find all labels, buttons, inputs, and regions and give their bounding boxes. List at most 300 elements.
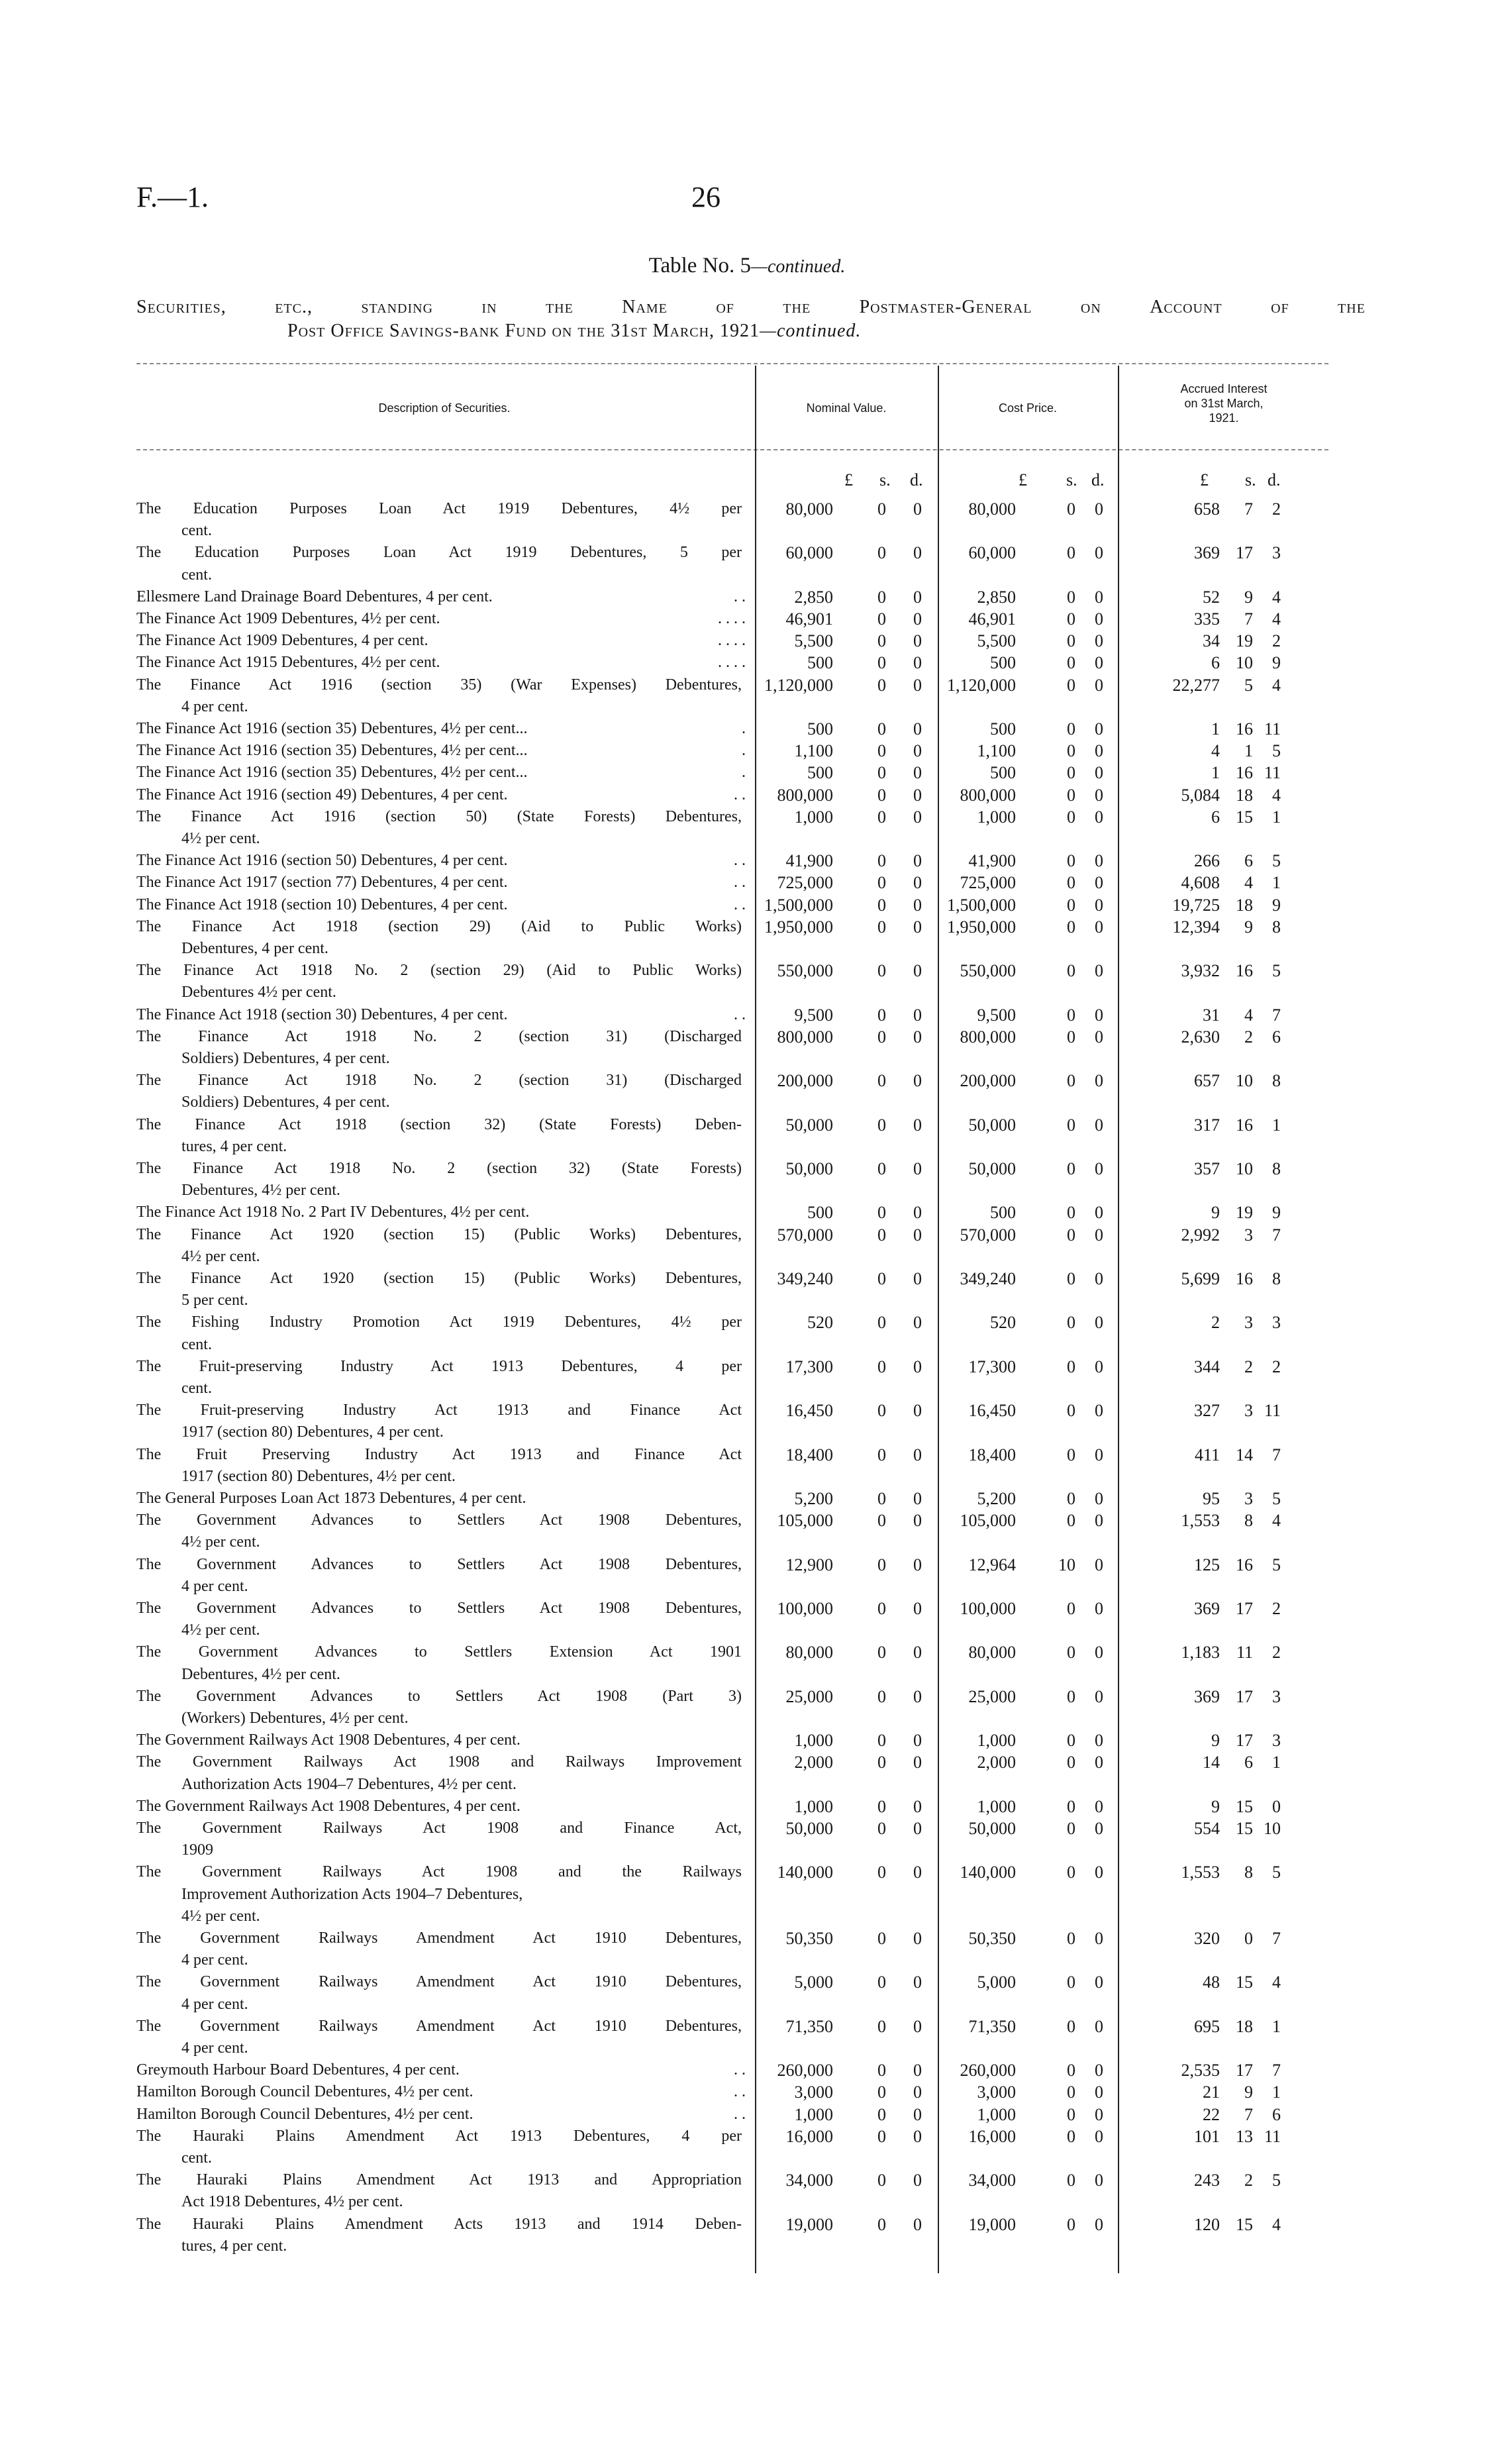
interest-shillings: 16: [1236, 763, 1253, 783]
interest-shillings: 17: [1236, 2061, 1253, 2080]
interest-shillings: 15: [1236, 1819, 1253, 1838]
cost-pounds: 2,000: [977, 1753, 1016, 1772]
description-continuation: 4 per cent.: [181, 1995, 248, 2013]
interest-shillings: 3: [1244, 1489, 1253, 1508]
description-text: The Fruit Preserving Industry Act 1913 and Finance Act: [136, 1445, 742, 1463]
cost-pounds: 50,000: [968, 1115, 1016, 1135]
cost-pounds: 570,000: [960, 1225, 1016, 1245]
cost-shillings: 0: [1067, 1973, 1075, 1992]
description-text: The Finance Act 1918 No. 2 Part IV Debentures, 4½ per cent.: [136, 1204, 530, 1221]
nominal-pounds: 800,000: [777, 1027, 833, 1047]
cost-pounds: 1,000: [977, 807, 1016, 827]
description-text: The Government Railways Amendment Act 1910 Debentures,: [136, 1929, 742, 1947]
nominal-pence: 0: [913, 1313, 922, 1333]
description-line: [136, 1158, 746, 1180]
nominal-shillings: 0: [877, 2061, 886, 2080]
nominal-pound-unit: £: [844, 470, 853, 489]
security-description: [136, 1311, 746, 1355]
nominal-shillings: 0: [877, 1269, 886, 1288]
interest-pounds: 125: [1194, 1555, 1220, 1574]
cost-shillings: 0: [1067, 1796, 1075, 1816]
cost-pounds: 800,000: [960, 1027, 1016, 1047]
description-text: The Finance Act 1918 (section 10) Debentures, 4 per cent.: [136, 896, 508, 913]
interest-shillings: 2: [1244, 2171, 1253, 2190]
interest-pence: 7: [1272, 2061, 1281, 2080]
nominal-shillings: 0: [877, 1445, 886, 1464]
interest-shillings: 18: [1236, 785, 1253, 805]
cost-pence: 0: [1095, 1401, 1103, 1421]
nominal-pounds: 5,200: [794, 1489, 833, 1508]
security-description: [136, 916, 746, 960]
interest-pence: 3: [1272, 543, 1281, 563]
description-line: [136, 1268, 746, 1290]
security-description: [136, 1202, 746, 1223]
interest-shillings: 17: [1236, 543, 1253, 563]
interest-pence: 2: [1272, 631, 1281, 651]
interest-pounds: 658: [1194, 499, 1220, 519]
nominal-shillings: 0: [877, 1796, 886, 1816]
nominal-pence: 0: [913, 719, 922, 739]
subtitle-line-2-text: Post Office Savings-bank Fund on the 31st March, 1921: [287, 321, 760, 341]
column-header-interest-line-2: on 31st March,: [1184, 397, 1264, 410]
description-continuation: Soldiers) Debentures, 4 per cent.: [181, 1094, 390, 1111]
cost-pence: 0: [1095, 631, 1103, 651]
description-text: The Finance Act 1916 (section 35) Debentures, 4½ per cent...: [136, 720, 528, 737]
interest-shillings: 19: [1236, 1203, 1253, 1223]
interest-shillings: 9: [1244, 917, 1253, 937]
cost-shillings: 0: [1067, 1005, 1075, 1025]
description-line: [136, 762, 746, 784]
nominal-shillings: 0: [877, 1731, 886, 1751]
nominal-pence: 0: [913, 1269, 922, 1288]
security-description: [136, 1268, 746, 1311]
interest-pence: 1: [1272, 1115, 1281, 1135]
interest-pounds: 4,608: [1181, 873, 1220, 893]
security-description: [136, 1356, 746, 1400]
cost-shillings: 0: [1067, 2061, 1075, 2080]
nominal-pounds: 3,000: [794, 2082, 833, 2102]
cost-pounds: 12,964: [968, 1555, 1016, 1574]
cost-pence: 0: [1095, 1929, 1103, 1948]
cost-pence: 0: [1095, 675, 1103, 695]
nominal-shillings: 0: [877, 2214, 886, 2234]
cost-shillings: 0: [1067, 1401, 1075, 1421]
subtitle-word: the: [545, 297, 573, 317]
leader-dots: .: [742, 764, 746, 782]
description-continuation: Authorization Acts 1904–7 Debentures, 4½ per cent.: [181, 1775, 517, 1793]
security-description: [136, 542, 746, 586]
security-description: [136, 586, 746, 608]
interest-pence: 4: [1272, 1973, 1281, 1992]
cost-pounds: 500: [990, 1203, 1016, 1223]
nominal-pounds: 550,000: [777, 961, 833, 981]
interest-pounds: 9: [1211, 1203, 1220, 1223]
security-description: [136, 2081, 746, 2103]
description-continuation: Soldiers) Debentures, 4 per cent.: [181, 1049, 390, 1067]
cost-pence: 0: [1095, 1599, 1103, 1618]
interest-pence: 8: [1272, 1159, 1281, 1178]
security-description: [136, 674, 746, 718]
nominal-pounds: 9,500: [794, 1005, 833, 1025]
interest-pence: 4: [1272, 675, 1281, 695]
nominal-pence: 0: [913, 1686, 922, 1706]
nominal-shillings: 0: [877, 851, 886, 871]
nominal-shillings: 0: [877, 917, 886, 937]
description-line: [136, 1070, 746, 1092]
cost-shillings: 0: [1067, 1819, 1075, 1838]
security-description: [136, 1400, 746, 1443]
interest-pence: 11: [1264, 763, 1281, 783]
cost-pounds: 200,000: [960, 1071, 1016, 1091]
interest-pence: 8: [1272, 1071, 1281, 1091]
description-continuation: 4½ per cent.: [181, 829, 260, 847]
interest-pounds: 2: [1211, 1313, 1220, 1333]
description-line: [136, 1818, 746, 1839]
cost-pence: 0: [1095, 1731, 1103, 1751]
nominal-pounds: 725,000: [777, 873, 833, 893]
interest-pounds: 327: [1194, 1401, 1220, 1421]
interest-shillings: 14: [1236, 1445, 1253, 1464]
description-line: [136, 718, 746, 740]
description-text: The Finance Act 1918 (section 29) (Aid to Public Works): [136, 917, 742, 935]
description-continuation: Debentures, 4½ per cent.: [181, 1182, 340, 1200]
security-description: [136, 498, 746, 542]
cost-shillings: 0: [1067, 2171, 1075, 2190]
nominal-pence: 0: [913, 1203, 922, 1223]
security-description: [136, 784, 746, 806]
cost-pounds: 500: [990, 719, 1016, 739]
interest-pounds: 34: [1203, 631, 1220, 651]
cost-pounds: 500: [990, 763, 1016, 783]
description-text: The Government Advances to Settlers Act 1908 Debentures,: [136, 1600, 742, 1617]
cost-pence: 0: [1095, 1973, 1103, 1992]
page-number: 26: [691, 181, 721, 213]
interest-shillings: 16: [1236, 1115, 1253, 1135]
interest-pounds: 266: [1194, 851, 1220, 871]
cost-pence: 0: [1095, 1511, 1103, 1531]
cost-pounds: 50,000: [968, 1159, 1016, 1178]
interest-pounds: 101: [1194, 2126, 1220, 2146]
nominal-pence: 0: [913, 2082, 922, 2102]
description-line: [136, 1927, 746, 1949]
interest-shillings: 7: [1244, 2104, 1253, 2124]
description-line: [136, 1510, 746, 1531]
nominal-shillings: 0: [877, 785, 886, 805]
description-text: The Government Railways Act 1908 Debentures, 4 per cent.: [136, 1731, 521, 1749]
cost-pence: 0: [1095, 1555, 1103, 1574]
cost-pounds: 1,000: [977, 1796, 1016, 1816]
description-text: The Government Advances to Settlers Act 1908 (Part 3): [136, 1687, 742, 1705]
subtitle-word: in: [481, 297, 497, 317]
interest-pounds: 4: [1211, 741, 1220, 761]
description-text: The Fruit-preserving Industry Act 1913 Debentures, 4 per: [136, 1357, 742, 1375]
nominal-pence: 0: [913, 1929, 922, 1948]
interest-pence: 5: [1272, 1489, 1281, 1508]
cost-shillings: 0: [1067, 1071, 1075, 1091]
nominal-shillings: 0: [877, 1071, 886, 1091]
security-description: [136, 2214, 746, 2257]
cost-pence: 0: [1095, 1643, 1103, 1663]
nominal-shillings: 0: [877, 1115, 886, 1135]
nominal-shillings: 0: [877, 1753, 886, 1772]
interest-pounds: 9: [1211, 1731, 1220, 1751]
security-description: [136, 1641, 746, 1685]
cost-pounds: 260,000: [960, 2061, 1016, 2080]
nominal-pounds: 570,000: [777, 1225, 833, 1245]
interest-pound-unit: £: [1200, 470, 1209, 489]
cost-pence: 0: [1095, 2082, 1103, 2102]
nominal-shillings: 0: [877, 1489, 886, 1508]
cost-pounds: 80,000: [968, 499, 1016, 519]
nominal-pounds: 1,100: [794, 741, 833, 761]
nominal-pence: 0: [913, 2171, 922, 2190]
description-line: [136, 1641, 746, 1663]
nominal-shillings: 0: [877, 1863, 886, 1882]
interest-pounds: 320: [1194, 1929, 1220, 1948]
cost-pence: 0: [1095, 2061, 1103, 2080]
cost-shillings: 0: [1067, 851, 1075, 871]
interest-pounds: 357: [1194, 1159, 1220, 1178]
description-line: [136, 608, 746, 630]
subtitle-word: on: [1080, 297, 1101, 317]
cost-shillings-unit: s.: [1066, 470, 1077, 489]
interest-shillings: 15: [1236, 1796, 1253, 1816]
interest-pence: 8: [1272, 917, 1281, 937]
description-continuation: 1909: [181, 1841, 213, 1859]
nominal-pence: 0: [913, 1489, 922, 1508]
description-line: [136, 1751, 746, 1773]
cost-pounds: 50,000: [968, 1819, 1016, 1838]
interest-pounds: 1: [1211, 763, 1220, 783]
description-text: The Finance Act 1916 (section 35) Debentures, 4½ per cent...: [136, 764, 528, 782]
interest-pounds: 19,725: [1172, 895, 1220, 915]
interest-pence: 9: [1272, 653, 1281, 673]
cost-pounds: 1,000: [977, 2104, 1016, 2124]
description-line: [136, 2214, 746, 2235]
description-continuation: cent.: [181, 1379, 212, 1397]
cost-pence: 0: [1095, 1686, 1103, 1706]
description-line: [136, 1488, 746, 1510]
description-line: [136, 1400, 746, 1421]
cost-pence: 0: [1095, 741, 1103, 761]
description-text: The Finance Act 1916 (section 35) Debentures, 4½ per cent...: [136, 742, 528, 760]
cost-pounds: 60,000: [968, 543, 1016, 563]
cost-shillings: 0: [1067, 1357, 1075, 1376]
cost-pounds: 80,000: [968, 1643, 1016, 1663]
leader-dots: . . . .: [718, 654, 746, 672]
nominal-shillings: 0: [877, 653, 886, 673]
security-description: [136, 762, 746, 784]
security-description: [136, 608, 746, 630]
nominal-shillings: 0: [877, 1159, 886, 1178]
description-text: The Government Advances to Settlers Extension Act 1901: [136, 1643, 742, 1661]
interest-shillings: 6: [1244, 851, 1253, 871]
cost-pence: 0: [1095, 785, 1103, 805]
nominal-pence: 0: [913, 763, 922, 783]
column-header-description: Description of Securities.: [378, 401, 511, 415]
nominal-pounds: 100,000: [777, 1599, 833, 1618]
interest-pounds: 1,553: [1181, 1863, 1220, 1882]
description-continuation: 4 per cent.: [181, 697, 248, 715]
description-text: The Government Railways Amendment Act 1910 Debentures,: [136, 2017, 742, 2035]
interest-shillings: 3: [1244, 1401, 1253, 1421]
description-text: The Finance Act 1917 (section 77) Debentures, 4 per cent.: [136, 874, 508, 892]
cost-pence: 0: [1095, 1753, 1103, 1772]
description-continuation: cent.: [181, 2149, 212, 2167]
cost-pence: 0: [1095, 1796, 1103, 1816]
leader-dots: . .: [734, 1005, 746, 1023]
cost-pence: 0: [1095, 2171, 1103, 2190]
nominal-pence: 0: [913, 1796, 922, 1816]
nominal-pence: 0: [913, 2061, 922, 2080]
nominal-pounds: 140,000: [777, 1863, 833, 1882]
cost-pence: 0: [1095, 653, 1103, 673]
cost-shillings: 0: [1067, 2082, 1075, 2102]
description-text: The Finance Act 1909 Debentures, 4 per cent.: [136, 632, 428, 650]
description-continuation: cent.: [181, 1335, 212, 1353]
nominal-pence: 0: [913, 1753, 922, 1772]
description-line: [136, 1861, 746, 1883]
cost-pence: 0: [1095, 917, 1103, 937]
description-line: [136, 652, 746, 674]
nominal-pence: 0: [913, 1445, 922, 1464]
interest-pounds: 369: [1194, 1599, 1220, 1618]
cost-shillings: 0: [1067, 1511, 1075, 1531]
interest-pounds: 411: [1194, 1445, 1220, 1464]
description-text: Ellesmere Land Drainage Board Debentures, 4 per cent.: [136, 588, 493, 605]
nominal-pounds: 520: [807, 1313, 833, 1333]
cost-pence: 0: [1095, 719, 1103, 739]
nominal-pence: 0: [913, 807, 922, 827]
column-header-cost: Cost Price.: [998, 401, 1058, 415]
interest-shillings: 16: [1236, 1555, 1253, 1574]
nominal-shillings: 0: [877, 2016, 886, 2036]
nominal-pence: 0: [913, 499, 922, 519]
subtitle-word: standing: [361, 297, 434, 317]
cost-shillings: 0: [1067, 1489, 1075, 1508]
leader-dots: . .: [734, 2061, 746, 2079]
cost-shillings: 0: [1067, 719, 1075, 739]
nominal-pounds: 500: [807, 1203, 833, 1223]
leader-dots: .: [742, 742, 746, 760]
cost-pounds: 25,000: [968, 1686, 1016, 1706]
interest-pounds: 120: [1194, 2214, 1220, 2234]
interest-shillings: 17: [1236, 1599, 1253, 1618]
interest-pence: 1: [1272, 873, 1281, 893]
interest-shillings: 4: [1244, 1005, 1253, 1025]
description-continuation: tures, 4 per cent.: [181, 1137, 287, 1155]
nominal-pounds: 500: [807, 653, 833, 673]
cost-shillings: 0: [1067, 499, 1075, 519]
interest-pounds: 344: [1194, 1357, 1220, 1376]
nominal-pence: 0: [913, 873, 922, 893]
interest-pence: 1: [1272, 1753, 1281, 1772]
interest-shillings: 15: [1236, 2214, 1253, 2234]
interest-pounds: 6: [1211, 807, 1220, 827]
nominal-pence: 0: [913, 675, 922, 695]
subtitle-word: Account: [1150, 297, 1222, 317]
nominal-pounds: 1,000: [794, 807, 833, 827]
nominal-pence: 0: [913, 631, 922, 651]
cost-shillings: 0: [1067, 1027, 1075, 1047]
nominal-pence: 0: [913, 609, 922, 629]
interest-pence: 7: [1272, 1445, 1281, 1464]
description-text: Hamilton Borough Council Debentures, 4½ per cent.: [136, 2083, 473, 2101]
security-description: [136, 740, 746, 762]
nominal-pence: 0: [913, 1863, 922, 1882]
nominal-pounds: 5,500: [794, 631, 833, 651]
interest-shillings: 4: [1244, 873, 1253, 893]
interest-shillings: 8: [1244, 1863, 1253, 1882]
interest-shillings: 10: [1236, 653, 1253, 673]
nominal-shillings: 0: [877, 807, 886, 827]
cost-pound-unit: £: [1019, 470, 1027, 489]
description-continuation: 4 per cent.: [181, 1951, 248, 1969]
cost-shillings: 0: [1067, 1599, 1075, 1618]
nominal-pounds: 500: [807, 719, 833, 739]
interest-pounds: 1,553: [1181, 1511, 1220, 1531]
description-text: The Finance Act 1918 No. 2 (section 32) (State Forests): [136, 1160, 742, 1177]
nominal-pounds: 16,000: [785, 2126, 833, 2146]
cost-pence: 0: [1095, 1445, 1103, 1464]
description-line: [136, 2059, 746, 2081]
description-continuation: 1917 (section 80) Debentures, 4 per cent.: [181, 1423, 444, 1441]
description-text: The Government Railways Amendment Act 1910 Debentures,: [136, 1973, 742, 1991]
subtitle-word: Postmaster-General: [859, 297, 1032, 317]
nominal-pounds: 17,300: [785, 1357, 833, 1376]
description-line: [136, 1356, 746, 1378]
cost-pounds: 5,000: [977, 1973, 1016, 1992]
cost-pounds: 18,400: [968, 1445, 1016, 1464]
interest-pounds: 52: [1203, 587, 1220, 607]
cost-pence: 0: [1095, 961, 1103, 981]
interest-pence: 2: [1272, 1599, 1281, 1618]
description-line: [136, 1026, 746, 1048]
description-text: The Finance Act 1916 (section 35) (War Expenses) Debentures,: [136, 676, 742, 693]
security-description: [136, 1158, 746, 1202]
description-continuation: 4½ per cent.: [181, 1247, 260, 1265]
nominal-shillings: 0: [877, 1599, 886, 1618]
cost-shillings: 0: [1067, 785, 1075, 805]
nominal-shillings: 0: [877, 873, 886, 893]
description-line: [136, 1598, 746, 1619]
description-line: [136, 806, 746, 828]
interest-pounds: 369: [1194, 1686, 1220, 1706]
cost-pence: 0: [1095, 1071, 1103, 1091]
description-text: The Finance Act 1918 No. 2 (section 29) (Aid to Public Works): [136, 962, 742, 980]
security-description: [136, 1070, 746, 1113]
cost-pence: 0: [1095, 851, 1103, 871]
security-description: [136, 1927, 746, 1971]
description-line: [136, 2016, 746, 2037]
nominal-pounds: 349,240: [777, 1269, 833, 1288]
cost-shillings: 0: [1067, 873, 1075, 893]
nominal-pence: 0: [913, 1115, 922, 1135]
cost-pence: 0: [1095, 1005, 1103, 1025]
nominal-shillings: 0: [877, 631, 886, 651]
interest-pounds: 3,932: [1181, 961, 1220, 981]
description-line: [136, 894, 746, 916]
cost-pence: 0: [1095, 1357, 1103, 1376]
cost-shillings: 0: [1067, 807, 1075, 827]
nominal-pence: 0: [913, 653, 922, 673]
cost-pounds: 105,000: [960, 1511, 1016, 1531]
nominal-pence: 0: [913, 1225, 922, 1245]
interest-shillings: 15: [1236, 1973, 1253, 1992]
interest-pounds: 369: [1194, 543, 1220, 563]
description-continuation: Debentures 4½ per cent.: [181, 984, 336, 1001]
nominal-pence: 0: [913, 1071, 922, 1091]
